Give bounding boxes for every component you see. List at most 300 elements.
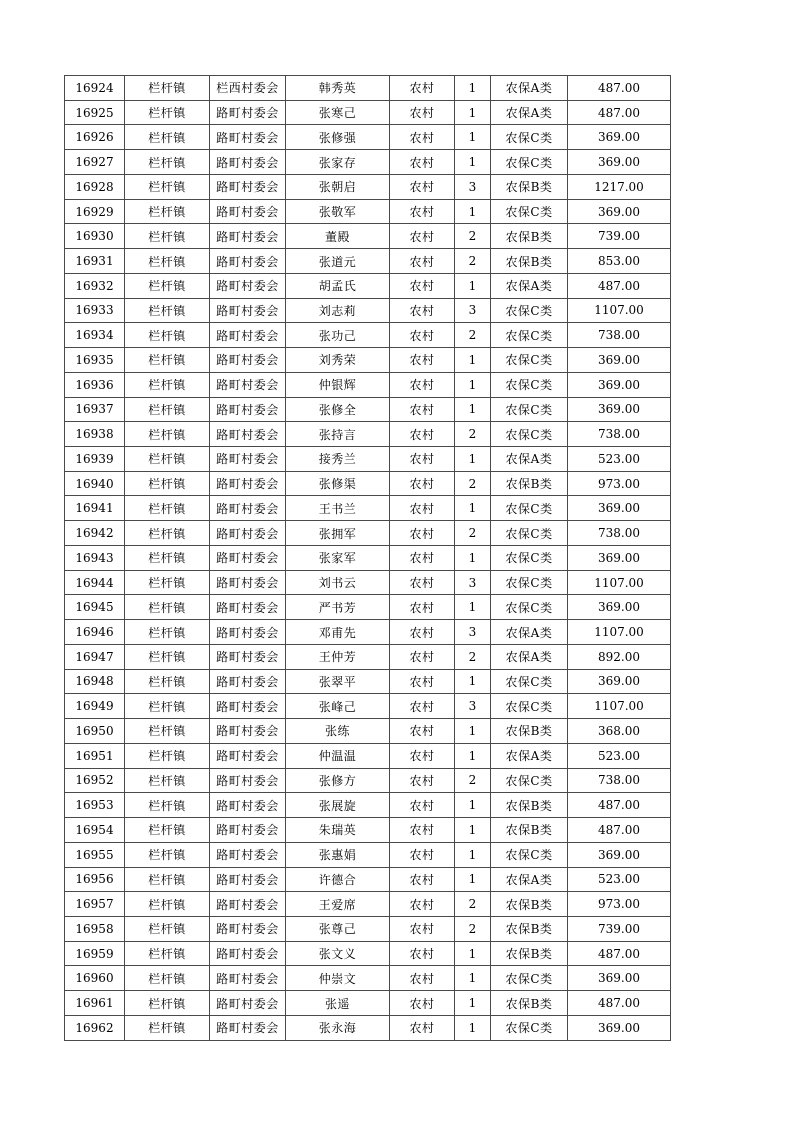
cell-id: 16938	[65, 422, 125, 447]
cell-count: 3	[455, 174, 491, 199]
cell-count: 3	[455, 694, 491, 719]
cell-town: 栏杆镇	[125, 743, 210, 768]
cell-id: 16929	[65, 199, 125, 224]
cell-town: 栏杆镇	[125, 595, 210, 620]
cell-category: 农保C类	[491, 125, 568, 150]
cell-village: 路町村委会	[210, 570, 286, 595]
cell-town: 栏杆镇	[125, 521, 210, 546]
cell-type: 农村	[390, 397, 455, 422]
cell-village: 路町村委会	[210, 719, 286, 744]
cell-id: 16943	[65, 545, 125, 570]
cell-id: 16933	[65, 298, 125, 323]
cell-village: 路町村委会	[210, 447, 286, 472]
cell-category: 农保B类	[491, 224, 568, 249]
cell-type: 农村	[390, 348, 455, 373]
cell-id: 16928	[65, 174, 125, 199]
cell-type: 农村	[390, 916, 455, 941]
cell-name: 仲银辉	[286, 372, 390, 397]
table-row	[65, 100, 671, 125]
cell-id: 16930	[65, 224, 125, 249]
cell-count: 2	[455, 892, 491, 917]
cell-town: 栏杆镇	[125, 941, 210, 966]
cell-amount: 738.00	[568, 521, 671, 546]
cell-name: 仲崇文	[286, 966, 390, 991]
cell-count: 2	[455, 521, 491, 546]
cell-count: 1	[455, 397, 491, 422]
cell-town: 栏杆镇	[125, 125, 210, 150]
cell-amount: 369.00	[568, 966, 671, 991]
cell-type: 农村	[390, 199, 455, 224]
cell-village: 路町村委会	[210, 620, 286, 645]
cell-name: 刘志莉	[286, 298, 390, 323]
cell-count: 2	[455, 916, 491, 941]
cell-count: 3	[455, 620, 491, 645]
cell-id: 16960	[65, 966, 125, 991]
cell-category: 农保C类	[491, 521, 568, 546]
cell-category: 农保C类	[491, 372, 568, 397]
cell-id: 16955	[65, 842, 125, 867]
cell-category: 农保C类	[491, 694, 568, 719]
cell-town: 栏杆镇	[125, 793, 210, 818]
cell-count: 2	[455, 249, 491, 274]
cell-name: 张文义	[286, 941, 390, 966]
cell-town: 栏杆镇	[125, 966, 210, 991]
cell-category: 农保B类	[491, 174, 568, 199]
cell-count: 1	[455, 348, 491, 373]
cell-category: 农保A类	[491, 743, 568, 768]
cell-type: 农村	[390, 669, 455, 694]
cell-id: 16945	[65, 595, 125, 620]
cell-type: 农村	[390, 545, 455, 570]
cell-amount: 369.00	[568, 669, 671, 694]
cell-amount: 1107.00	[568, 570, 671, 595]
cell-name: 张朝启	[286, 174, 390, 199]
cell-village: 路町村委会	[210, 273, 286, 298]
cell-amount: 1217.00	[568, 174, 671, 199]
cell-name: 张展旋	[286, 793, 390, 818]
cell-count: 1	[455, 842, 491, 867]
cell-amount: 487.00	[568, 818, 671, 843]
cell-name: 王爱席	[286, 892, 390, 917]
cell-id: 16946	[65, 620, 125, 645]
cell-village: 路町村委会	[210, 941, 286, 966]
cell-count: 2	[455, 323, 491, 348]
cell-name: 张拥军	[286, 521, 390, 546]
cell-town: 栏杆镇	[125, 199, 210, 224]
cell-type: 农村	[390, 941, 455, 966]
cell-id: 16942	[65, 521, 125, 546]
cell-category: 农保B类	[491, 249, 568, 274]
cell-amount: 369.00	[568, 150, 671, 175]
cell-category: 农保C类	[491, 150, 568, 175]
table-row	[65, 966, 671, 991]
cell-count: 1	[455, 867, 491, 892]
table-row	[65, 199, 671, 224]
cell-town: 栏杆镇	[125, 76, 210, 101]
cell-count: 1	[455, 743, 491, 768]
cell-village: 路町村委会	[210, 298, 286, 323]
cell-town: 栏杆镇	[125, 397, 210, 422]
cell-category: 农保A类	[491, 273, 568, 298]
table-row	[65, 595, 671, 620]
cell-type: 农村	[390, 644, 455, 669]
cell-town: 栏杆镇	[125, 669, 210, 694]
cell-type: 农村	[390, 323, 455, 348]
cell-count: 1	[455, 966, 491, 991]
cell-type: 农村	[390, 1015, 455, 1040]
table-row	[65, 793, 671, 818]
cell-village: 路町村委会	[210, 224, 286, 249]
cell-id: 16957	[65, 892, 125, 917]
cell-type: 农村	[390, 125, 455, 150]
cell-town: 栏杆镇	[125, 1015, 210, 1040]
cell-village: 路町村委会	[210, 545, 286, 570]
cell-amount: 739.00	[568, 224, 671, 249]
cell-count: 1	[455, 545, 491, 570]
cell-id: 16941	[65, 496, 125, 521]
cell-id: 16936	[65, 372, 125, 397]
cell-amount: 369.00	[568, 1015, 671, 1040]
table-row	[65, 916, 671, 941]
table-row	[65, 842, 671, 867]
cell-amount: 1107.00	[568, 298, 671, 323]
cell-amount: 973.00	[568, 471, 671, 496]
cell-name: 韩秀英	[286, 76, 390, 101]
cell-category: 农保C类	[491, 397, 568, 422]
cell-count: 2	[455, 471, 491, 496]
cell-amount: 738.00	[568, 768, 671, 793]
cell-category: 农保C类	[491, 348, 568, 373]
cell-count: 1	[455, 941, 491, 966]
cell-name: 张翠平	[286, 669, 390, 694]
cell-town: 栏杆镇	[125, 768, 210, 793]
cell-town: 栏杆镇	[125, 447, 210, 472]
cell-village: 路町村委会	[210, 694, 286, 719]
table-row	[65, 76, 671, 101]
table-row	[65, 743, 671, 768]
cell-category: 农保B类	[491, 471, 568, 496]
cell-id: 16956	[65, 867, 125, 892]
cell-id: 16951	[65, 743, 125, 768]
cell-amount: 487.00	[568, 76, 671, 101]
cell-count: 1	[455, 100, 491, 125]
cell-village: 路町村委会	[210, 966, 286, 991]
cell-village: 路町村委会	[210, 125, 286, 150]
cell-town: 栏杆镇	[125, 818, 210, 843]
cell-count: 1	[455, 273, 491, 298]
cell-amount: 369.00	[568, 397, 671, 422]
table-row	[65, 496, 671, 521]
cell-count: 2	[455, 422, 491, 447]
table-row	[65, 249, 671, 274]
cell-count: 2	[455, 768, 491, 793]
cell-name: 张修渠	[286, 471, 390, 496]
cell-name: 张尊己	[286, 916, 390, 941]
cell-amount: 369.00	[568, 496, 671, 521]
cell-id: 16959	[65, 941, 125, 966]
cell-type: 农村	[390, 595, 455, 620]
cell-village: 路町村委会	[210, 323, 286, 348]
cell-amount: 487.00	[568, 273, 671, 298]
cell-amount: 738.00	[568, 422, 671, 447]
cell-id: 16940	[65, 471, 125, 496]
cell-category: 农保C类	[491, 595, 568, 620]
cell-category: 农保B类	[491, 941, 568, 966]
cell-town: 栏杆镇	[125, 570, 210, 595]
cell-village: 路町村委会	[210, 397, 286, 422]
cell-amount: 369.00	[568, 545, 671, 570]
cell-category: 农保C类	[491, 842, 568, 867]
cell-village: 路町村委会	[210, 818, 286, 843]
cell-town: 栏杆镇	[125, 867, 210, 892]
cell-count: 1	[455, 595, 491, 620]
table-row	[65, 224, 671, 249]
cell-count: 1	[455, 669, 491, 694]
cell-village: 路町村委会	[210, 916, 286, 941]
cell-type: 农村	[390, 174, 455, 199]
cell-id: 16958	[65, 916, 125, 941]
cell-name: 接秀兰	[286, 447, 390, 472]
table-row	[65, 422, 671, 447]
table-row	[65, 323, 671, 348]
cell-name: 张练	[286, 719, 390, 744]
pension-table	[64, 75, 671, 1041]
cell-name: 董殿	[286, 224, 390, 249]
cell-category: 农保B类	[491, 916, 568, 941]
cell-name: 张修全	[286, 397, 390, 422]
cell-type: 农村	[390, 620, 455, 645]
cell-id: 16948	[65, 669, 125, 694]
cell-count: 1	[455, 76, 491, 101]
cell-type: 农村	[390, 150, 455, 175]
cell-town: 栏杆镇	[125, 273, 210, 298]
cell-count: 1	[455, 1015, 491, 1040]
cell-id: 16927	[65, 150, 125, 175]
cell-type: 农村	[390, 768, 455, 793]
cell-town: 栏杆镇	[125, 496, 210, 521]
cell-town: 栏杆镇	[125, 174, 210, 199]
cell-count: 3	[455, 298, 491, 323]
cell-town: 栏杆镇	[125, 372, 210, 397]
cell-count: 1	[455, 991, 491, 1016]
cell-category: 农保C类	[491, 669, 568, 694]
cell-amount: 487.00	[568, 941, 671, 966]
cell-amount: 369.00	[568, 595, 671, 620]
cell-village: 路町村委会	[210, 644, 286, 669]
cell-name: 刘书云	[286, 570, 390, 595]
cell-name: 仲温温	[286, 743, 390, 768]
cell-type: 农村	[390, 372, 455, 397]
cell-id: 16934	[65, 323, 125, 348]
cell-name: 张修强	[286, 125, 390, 150]
cell-village: 路町村委会	[210, 348, 286, 373]
cell-name: 张道元	[286, 249, 390, 274]
cell-name: 胡孟氏	[286, 273, 390, 298]
cell-amount: 369.00	[568, 842, 671, 867]
cell-name: 张遥	[286, 991, 390, 1016]
cell-village: 路町村委会	[210, 991, 286, 1016]
cell-type: 农村	[390, 719, 455, 744]
cell-category: 农保C类	[491, 545, 568, 570]
cell-id: 16932	[65, 273, 125, 298]
cell-village: 路町村委会	[210, 372, 286, 397]
cell-village: 路町村委会	[210, 768, 286, 793]
cell-category: 农保C类	[491, 199, 568, 224]
cell-type: 农村	[390, 100, 455, 125]
cell-id: 16953	[65, 793, 125, 818]
cell-count: 1	[455, 793, 491, 818]
table-row	[65, 644, 671, 669]
cell-id: 16961	[65, 991, 125, 1016]
cell-amount: 368.00	[568, 719, 671, 744]
cell-id: 16944	[65, 570, 125, 595]
cell-village: 路町村委会	[210, 249, 286, 274]
cell-count: 2	[455, 644, 491, 669]
cell-name: 张家存	[286, 150, 390, 175]
cell-id: 16925	[65, 100, 125, 125]
cell-name: 张敬军	[286, 199, 390, 224]
cell-town: 栏杆镇	[125, 620, 210, 645]
table-row	[65, 694, 671, 719]
cell-category: 农保C类	[491, 966, 568, 991]
cell-count: 1	[455, 125, 491, 150]
cell-category: 农保C类	[491, 496, 568, 521]
table-row	[65, 768, 671, 793]
cell-category: 农保A类	[491, 76, 568, 101]
cell-type: 农村	[390, 249, 455, 274]
cell-category: 农保B类	[491, 793, 568, 818]
cell-amount: 369.00	[568, 125, 671, 150]
cell-type: 农村	[390, 447, 455, 472]
cell-id: 16931	[65, 249, 125, 274]
cell-id: 16947	[65, 644, 125, 669]
cell-town: 栏杆镇	[125, 991, 210, 1016]
cell-type: 农村	[390, 867, 455, 892]
cell-category: 农保C类	[491, 422, 568, 447]
cell-type: 农村	[390, 224, 455, 249]
cell-amount: 523.00	[568, 447, 671, 472]
table-row	[65, 719, 671, 744]
table-row	[65, 298, 671, 323]
cell-type: 农村	[390, 818, 455, 843]
cell-village: 栏西村委会	[210, 76, 286, 101]
cell-type: 农村	[390, 422, 455, 447]
cell-village: 路町村委会	[210, 521, 286, 546]
cell-category: 农保C类	[491, 1015, 568, 1040]
table-row	[65, 892, 671, 917]
table-row	[65, 397, 671, 422]
cell-village: 路町村委会	[210, 150, 286, 175]
cell-category: 农保B类	[491, 719, 568, 744]
table-row	[65, 471, 671, 496]
cell-count: 1	[455, 199, 491, 224]
cell-town: 栏杆镇	[125, 471, 210, 496]
cell-count: 1	[455, 719, 491, 744]
cell-village: 路町村委会	[210, 471, 286, 496]
cell-id: 16949	[65, 694, 125, 719]
cell-count: 1	[455, 372, 491, 397]
cell-amount: 1107.00	[568, 620, 671, 645]
cell-name: 刘秀荣	[286, 348, 390, 373]
cell-village: 路町村委会	[210, 174, 286, 199]
cell-town: 栏杆镇	[125, 323, 210, 348]
table-row	[65, 570, 671, 595]
cell-amount: 738.00	[568, 323, 671, 348]
table-body	[65, 76, 671, 1041]
cell-amount: 487.00	[568, 991, 671, 1016]
table-row	[65, 125, 671, 150]
cell-name: 张寒己	[286, 100, 390, 125]
cell-category: 农保B类	[491, 892, 568, 917]
cell-type: 农村	[390, 966, 455, 991]
table-row	[65, 620, 671, 645]
cell-village: 路町村委会	[210, 199, 286, 224]
cell-category: 农保C类	[491, 298, 568, 323]
cell-name: 张修方	[286, 768, 390, 793]
cell-type: 农村	[390, 570, 455, 595]
cell-category: 农保A类	[491, 100, 568, 125]
cell-name: 王书兰	[286, 496, 390, 521]
cell-type: 农村	[390, 298, 455, 323]
cell-type: 农村	[390, 496, 455, 521]
cell-name: 张惠娟	[286, 842, 390, 867]
cell-amount: 487.00	[568, 100, 671, 125]
cell-category: 农保B类	[491, 991, 568, 1016]
cell-id: 16952	[65, 768, 125, 793]
cell-type: 农村	[390, 892, 455, 917]
cell-name: 张峰己	[286, 694, 390, 719]
cell-category: 农保C类	[491, 323, 568, 348]
cell-name: 王仲芳	[286, 644, 390, 669]
cell-id: 16954	[65, 818, 125, 843]
cell-name: 张永海	[286, 1015, 390, 1040]
cell-town: 栏杆镇	[125, 422, 210, 447]
cell-id: 16924	[65, 76, 125, 101]
cell-category: 农保A类	[491, 644, 568, 669]
cell-town: 栏杆镇	[125, 842, 210, 867]
cell-amount: 523.00	[568, 867, 671, 892]
cell-village: 路町村委会	[210, 422, 286, 447]
cell-village: 路町村委会	[210, 743, 286, 768]
table-row	[65, 150, 671, 175]
cell-town: 栏杆镇	[125, 298, 210, 323]
cell-name: 邓甫先	[286, 620, 390, 645]
cell-count: 1	[455, 150, 491, 175]
cell-amount: 369.00	[568, 348, 671, 373]
cell-count: 1	[455, 447, 491, 472]
table-row	[65, 867, 671, 892]
cell-village: 路町村委会	[210, 100, 286, 125]
cell-amount: 1107.00	[568, 694, 671, 719]
cell-count: 2	[455, 224, 491, 249]
cell-id: 16926	[65, 125, 125, 150]
table-row	[65, 669, 671, 694]
cell-type: 农村	[390, 521, 455, 546]
table-row	[65, 348, 671, 373]
cell-town: 栏杆镇	[125, 892, 210, 917]
table-row	[65, 521, 671, 546]
cell-name: 张功己	[286, 323, 390, 348]
cell-category: 农保C类	[491, 570, 568, 595]
cell-category: 农保B类	[491, 818, 568, 843]
cell-category: 农保A类	[491, 867, 568, 892]
cell-count: 1	[455, 818, 491, 843]
table-row	[65, 545, 671, 570]
cell-town: 栏杆镇	[125, 348, 210, 373]
cell-village: 路町村委会	[210, 793, 286, 818]
cell-amount: 973.00	[568, 892, 671, 917]
table-row	[65, 941, 671, 966]
